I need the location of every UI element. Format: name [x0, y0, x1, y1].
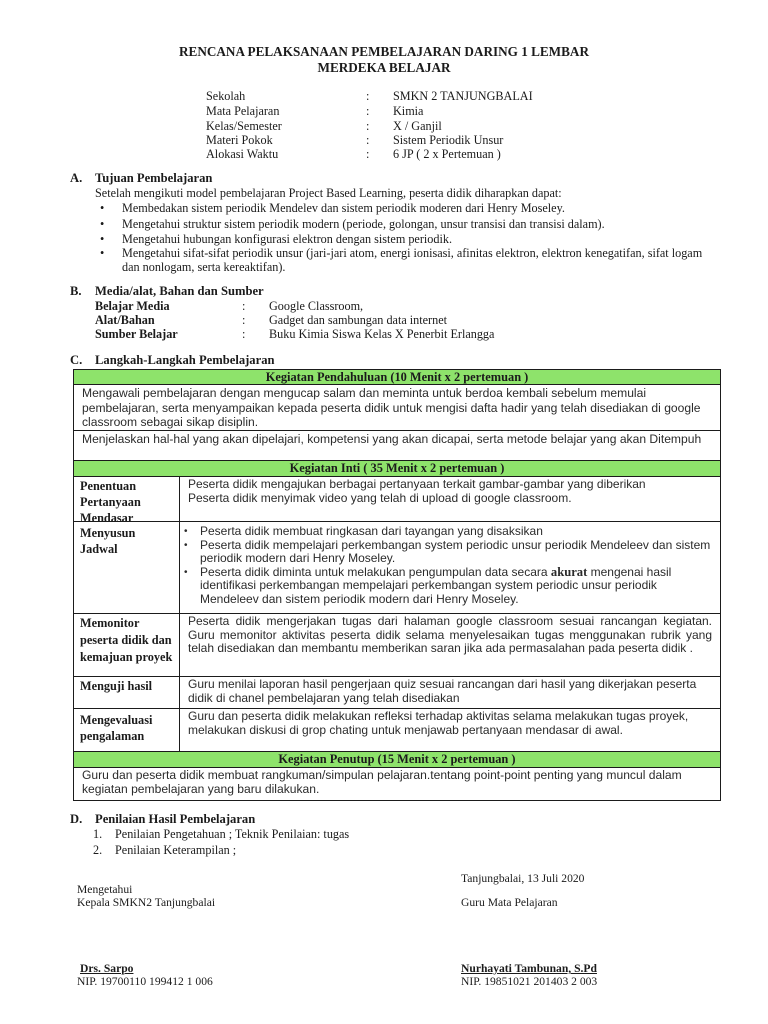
step-label: Penentuan Pertanyaan Mendasar: [74, 477, 180, 521]
inti-row-monitor: [73, 613, 721, 677]
step-content: Guru dan peserta didik melakukan refleksi terhadap aktivitas selama melakukan tugas proyek, melakukan diskusi di grop chating untuk menjawab pertanyaan mendasar di awal.: [188, 709, 689, 737]
assessment-text: Penilaian Keterampilan ;: [115, 843, 237, 857]
step-content: Guru menilai laporan hasil pengerjaan quiz sesuai rancangan dari hasil yang dikerjakan peserta didik di chanel pembelajaran yang telah disediakan: [188, 677, 697, 705]
step-bullet-item: [200, 566, 712, 607]
media-value: Gadget dan sambungan data internet: [269, 313, 448, 327]
section-letter: B.: [70, 284, 82, 298]
identity-value: SMKN 2 TANJUNGBALAI: [393, 89, 533, 103]
objective-text: Mengetahui hubungan konfigurasi elektron dengan sistem periodik.: [122, 232, 453, 246]
section-title: Tujuan Pembelajaran: [95, 171, 213, 185]
identity-label: Mata Pelajaran: [206, 104, 280, 118]
assessment-text: Penilaian Pengetahuan ; Teknik Penilaian: tugas: [115, 827, 350, 841]
step-label: Menguji hasil: [74, 677, 180, 708]
step-content: [180, 522, 720, 617]
identity-value: Sistem Periodik Unsur: [393, 133, 504, 147]
step-text: mengenai hasil identifikasi perkembangan mempelajari perkembangan system periodic unsur periodik Mendeleev dan sistem periodik modern dari Henry Moseley.: [200, 564, 672, 606]
media-colon: :: [242, 299, 246, 313]
identity-colon: :: [366, 89, 370, 103]
inti-row-menguji: [73, 676, 721, 709]
media-value: Buku Kimia Siswa Kelas X Penerbit Erlangga: [269, 327, 495, 341]
signature-left-nip: NIP. 19700110 199412 1 006: [77, 975, 213, 988]
pendahuluan-header: Kegiatan Pendahuluan (10 Menit x 2 pertemuan ): [73, 369, 721, 385]
inti-header: Kegiatan Inti ( 35 Menit x 2 pertemuan ): [73, 460, 721, 477]
step-bullet-item: • Peserta didik membuat ringkasan dari tayangan yang disaksikan: [200, 525, 712, 539]
signature-right-nip: NIP. 19851021 201403 2 003: [461, 975, 598, 988]
step-label: Mengevaluasi pengalaman: [74, 709, 180, 751]
media-colon: :: [242, 313, 246, 327]
identity-label: Sekolah: [206, 89, 246, 103]
section-letter: C.: [70, 353, 83, 367]
bullet-icon: •: [100, 232, 105, 246]
objective-text: Mengetahui sifat-sifat periodik unsur (jari-jari atom, energi ionisasi, afinitas elektron, elektron kenegatifan, sifat logam dan nonlogam, serta kereaktifan).: [122, 246, 703, 274]
identity-colon: :: [366, 119, 370, 133]
identity-colon: :: [366, 147, 370, 161]
identity-value: Kimia: [393, 104, 424, 118]
section-a-heading: [70, 171, 470, 186]
step-label: Memonitor peserta didik dan kemajuan proyek: [74, 614, 180, 676]
section-c-heading: [70, 353, 470, 368]
objective-text: Mengetahui struktur sistem periodik modern (periode, golongan, unsur transisi dan transisi dalam).: [122, 217, 605, 231]
identity-value: 6 JP ( 2 x Pertemuan ): [393, 147, 501, 161]
step-line: Peserta didik mengajukan berbagai pertanyaan terkait gambar-gambar yang diberikan: [188, 477, 646, 491]
section-title: Penilaian Hasil Pembelajaran: [95, 812, 256, 826]
step-content: Peserta didik mengerjakan tugas dari halaman google classroom sesuai rancangan kegiatan. Guru memonitor aktivitas peserta didik selama menyelesaikan tugas menggunakan rubrik yang telah disediakan dan membantu memberikan saran jika ada permasalahan pada peserta didik .: [188, 614, 712, 655]
signature-right-name: Nurhayati Tambunan, S.Pd: [461, 962, 597, 975]
section-a-intro: Setelah mengikuti model pembelajaran Project Based Learning, peserta didik diharapkan dapat:: [95, 186, 562, 200]
signature-left-line2: Kepala SMKN2 Tanjungbalai: [77, 896, 216, 909]
step-content: [180, 477, 720, 523]
pendahuluan-opening: Mengawali pembelajaran dengan mengucap salam dan meminta untuk berdoa kembali sebelum memulai pembelajaran, serta menyampaikan kepada peserta didik untuk mengisi dafta hadir yang telah disediakan di google classroom sebagai sikap disiplin.: [73, 384, 721, 431]
media-colon: :: [242, 327, 246, 341]
identity-value: X / Ganjil: [393, 119, 442, 133]
section-letter: A.: [70, 171, 83, 185]
document-subtitle: MERDEKA BELAJAR: [317, 60, 451, 75]
identity-label: Alokasi Waktu: [206, 147, 279, 161]
signature-left-name: Drs. Sarpo: [80, 962, 134, 975]
identity-colon: :: [366, 133, 370, 147]
pendahuluan-objectives: Menjelaskan hal-hal yang akan dipelajari, kompetensi yang akan dicapai, serta metode belajar yang akan Ditempuh: [73, 430, 721, 461]
penutup-header: Kegiatan Penutup (15 Menit x 2 pertemuan ): [73, 751, 721, 768]
learning-steps-table: [73, 369, 721, 801]
inti-row-evaluasi: [73, 708, 721, 752]
section-title: Langkah-Langkah Pembelajaran: [95, 353, 275, 367]
penutup-text: Guru dan peserta didik membuat rangkuman/simpulan pelajaran.tentang point-point penting yang muncul dalam kegiatan pembelajaran yang baru dilakukan.: [73, 767, 721, 801]
inti-row-penentuan: [73, 476, 721, 525]
bullet-icon: •: [100, 217, 105, 231]
section-letter: D.: [70, 812, 83, 826]
media-value: Google Classroom,: [269, 299, 364, 313]
signature-right-role: Guru Mata Pelajaran: [461, 896, 558, 909]
step-label: Menyusun Jadwal: [74, 522, 180, 613]
identity-label: Materi Pokok: [206, 133, 273, 147]
assessment-number: 1.: [93, 827, 103, 841]
bullet-icon: •: [100, 246, 105, 260]
signature-place-date: Tanjungbalai, 13 Juli 2020: [461, 872, 585, 885]
step-emphasis: akurat: [550, 564, 588, 579]
identity-label: Kelas/Semester: [206, 119, 282, 133]
signature-left-line1: Mengetahui: [77, 883, 133, 896]
section-b-heading: [70, 284, 470, 299]
document-title: RENCANA PELAKSANAAN PEMBELAJARAN DARING 1 LEMBAR: [179, 44, 589, 59]
objective-text: Membedakan sistem periodik Mendelev dan sistem periodik moderen dari Henry Moseley.: [122, 201, 565, 215]
step-text: Peserta didik diminta untuk melakukan pengumpulan data secara: [200, 564, 551, 579]
bullet-icon: •: [100, 201, 105, 215]
media-label: Alat/Bahan: [95, 313, 155, 327]
identity-colon: :: [366, 104, 370, 118]
step-bullet-item: • Peserta didik mempelajari perkembangan system periodic unsur periodik Mendeleev dan sistem periodik modern dari Henry Moseley.: [200, 539, 712, 566]
section-d-heading: [70, 812, 470, 827]
media-label: Sumber Belajar: [95, 327, 178, 341]
section-title: Media/alat, Bahan dan Sumber: [95, 284, 264, 298]
media-label: Belajar Media: [95, 299, 170, 313]
inti-row-jadwal: [73, 521, 721, 614]
step-line: Peserta didik menyimak video yang telah di upload di google classroom.: [188, 490, 572, 505]
assessment-number: 2.: [93, 843, 103, 857]
